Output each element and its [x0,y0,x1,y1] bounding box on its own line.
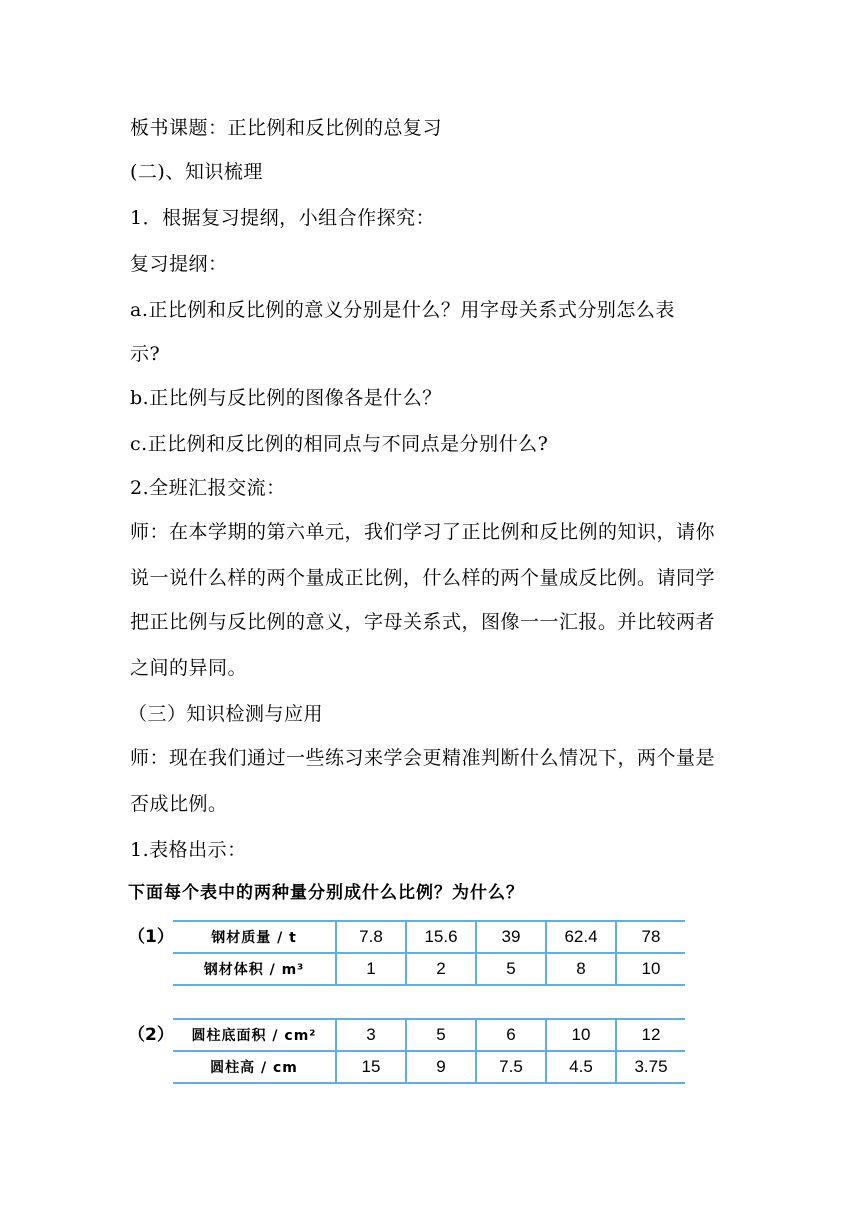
row-label: 钢材体积 / m³ [173,953,336,985]
table-cell: 3 [336,1019,406,1051]
table-cell: 10 [616,953,685,985]
paragraph: 师：在本学期的第六单元，我们学习了正比例和反比例的知识，请你 [130,521,716,543]
table-cell: 15 [336,1051,406,1083]
table-tag: （1） [128,927,174,947]
paragraph: 复习提纲： [130,253,228,275]
paragraph: 示? [130,343,161,365]
table-tag: （2） [128,1025,174,1045]
table-row [173,921,685,953]
table-cell: 6 [476,1019,546,1051]
table-cell: 7.8 [336,921,406,953]
paragraph: a.正比例和反比例的意义分别是什么？用字母关系式分别怎么表 [130,299,675,321]
table-cell: 15.6 [406,921,476,953]
section-heading: （三）知识检测与应用 [128,703,324,725]
row-label: 钢材质量 / t [173,921,336,953]
table-row [173,1019,685,1051]
table-cell: 9 [406,1051,476,1083]
table-cell: 5 [406,1019,476,1051]
paragraph: 2.全班汇报交流： [130,477,286,499]
table-cell: 4.5 [546,1051,616,1083]
paragraph: 之间的异同。 [130,657,248,679]
paragraph: b.正比例与反比例的图像各是什么？ [130,387,442,409]
data-table-2 [173,1018,685,1084]
table-cell: 7.5 [476,1051,546,1083]
paragraph: 师：现在我们通过一些练习来学会更精准判断什么情况下，两个量是 [130,747,716,769]
table-cell: 5 [476,953,546,985]
table-cell: 78 [616,921,685,953]
section-heading: (二)、知识梳理 [130,161,263,183]
table-row [173,1051,685,1083]
exercise-figure [128,872,728,1092]
table-cell: 10 [546,1019,616,1051]
paragraph: 1.表格出示： [130,839,247,861]
lesson-title: 板书课题：正比例和反比例的总复习 [130,117,443,139]
table-cell: 1 [336,953,406,985]
table-cell: 39 [476,921,546,953]
table-cell: 8 [546,953,616,985]
paragraph: 说一说什么样的两个量成正比例，什么样的两个量成反比例。请同学 [130,567,716,589]
row-label: 圆柱底面积 / cm² [173,1019,336,1051]
table-cell: 12 [616,1019,685,1051]
table-cell: 2 [406,953,476,985]
data-table-1 [173,920,685,986]
paragraph: 把正比例与反比例的意义，字母关系式，图像一一汇报。并比较两者 [130,611,716,633]
paragraph: 1．根据复习提纲，小组合作探究： [130,207,436,229]
paragraph: 否成比例。 [130,793,228,815]
paragraph: c.正比例和反比例的相同点与不同点是分别什么? [130,433,549,455]
table-cell: 62.4 [546,921,616,953]
row-label: 圆柱高 / cm [173,1051,336,1083]
table-cell: 3.75 [616,1051,685,1083]
table-row [173,953,685,985]
figure-title: 下面每个表中的两种量分别成什么比例？为什么？ [128,883,524,903]
